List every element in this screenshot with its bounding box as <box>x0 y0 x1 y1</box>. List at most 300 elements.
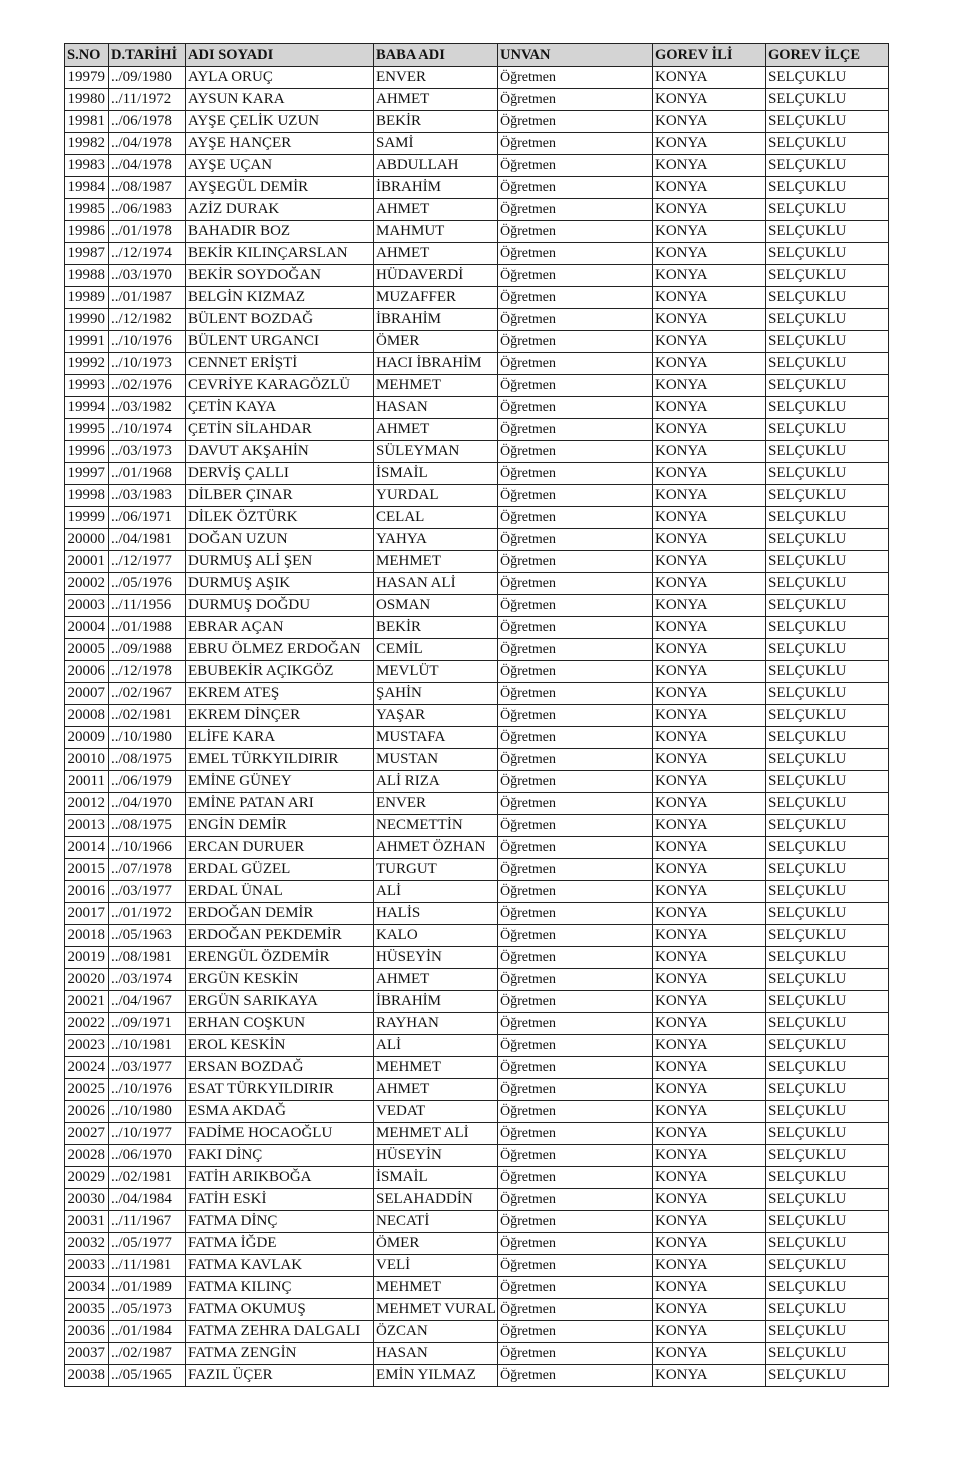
cell-father-name: İSMAİL <box>374 463 498 485</box>
cell-sno: 20022 <box>65 1013 109 1035</box>
cell-name-surname: ERHAN COŞKUN <box>186 1013 374 1035</box>
cell-father-name: VELİ <box>374 1255 498 1277</box>
cell-birth-date: ../01/1978 <box>109 221 186 243</box>
cell-father-name: ÖZCAN <box>374 1321 498 1343</box>
cell-title: Öğretmen <box>498 903 653 925</box>
table-row <box>65 463 889 485</box>
cell-birth-date: ../01/1988 <box>109 617 186 639</box>
cell-duty-district: SELÇUKLU <box>766 595 889 617</box>
cell-title: Öğretmen <box>498 1145 653 1167</box>
table-row <box>65 1013 889 1035</box>
table-row <box>65 1123 889 1145</box>
cell-duty-district: SELÇUKLU <box>766 1101 889 1123</box>
cell-father-name: ÖMER <box>374 1233 498 1255</box>
cell-sno: 20038 <box>65 1365 109 1387</box>
cell-birth-date: ../07/1978 <box>109 859 186 881</box>
cell-name-surname: EROL KESKİN <box>186 1035 374 1057</box>
table-row <box>65 375 889 397</box>
cell-birth-date: ../08/1981 <box>109 947 186 969</box>
cell-duty-province: KONYA <box>653 595 766 617</box>
cell-duty-district: SELÇUKLU <box>766 1057 889 1079</box>
table-row <box>65 793 889 815</box>
table-row <box>65 397 889 419</box>
cell-father-name: AHMET <box>374 419 498 441</box>
cell-birth-date: ../02/1981 <box>109 1167 186 1189</box>
cell-duty-province: KONYA <box>653 1145 766 1167</box>
cell-duty-province: KONYA <box>653 683 766 705</box>
cell-sno: 19999 <box>65 507 109 529</box>
cell-sno: 20000 <box>65 529 109 551</box>
cell-duty-district: SELÇUKLU <box>766 815 889 837</box>
cell-duty-district: SELÇUKLU <box>766 1277 889 1299</box>
table-row <box>65 727 889 749</box>
cell-birth-date: ../09/1971 <box>109 1013 186 1035</box>
cell-title: Öğretmen <box>498 1299 653 1321</box>
cell-sno: 19986 <box>65 221 109 243</box>
cell-father-name: NECATİ <box>374 1211 498 1233</box>
cell-father-name: ENVER <box>374 793 498 815</box>
cell-title: Öğretmen <box>498 287 653 309</box>
table-row <box>65 529 889 551</box>
cell-sno: 20029 <box>65 1167 109 1189</box>
cell-birth-date: ../05/1963 <box>109 925 186 947</box>
cell-duty-province: KONYA <box>653 1123 766 1145</box>
cell-duty-district: SELÇUKLU <box>766 661 889 683</box>
cell-father-name: İBRAHİM <box>374 177 498 199</box>
cell-title: Öğretmen <box>498 551 653 573</box>
cell-name-surname: DAVUT AKŞAHİN <box>186 441 374 463</box>
cell-title: Öğretmen <box>498 331 653 353</box>
table-row <box>65 1277 889 1299</box>
cell-duty-district: SELÇUKLU <box>766 1189 889 1211</box>
cell-title: Öğretmen <box>498 793 653 815</box>
cell-title: Öğretmen <box>498 859 653 881</box>
cell-birth-date: ../03/1982 <box>109 397 186 419</box>
table-row <box>65 1189 889 1211</box>
cell-birth-date: ../12/1974 <box>109 243 186 265</box>
cell-duty-district: SELÇUKLU <box>766 243 889 265</box>
cell-title: Öğretmen <box>498 771 653 793</box>
cell-sno: 20017 <box>65 903 109 925</box>
cell-title: Öğretmen <box>498 507 653 529</box>
cell-birth-date: ../06/1978 <box>109 111 186 133</box>
cell-duty-province: KONYA <box>653 551 766 573</box>
cell-title: Öğretmen <box>498 133 653 155</box>
table-row <box>65 133 889 155</box>
cell-name-surname: EKREM ATEŞ <box>186 683 374 705</box>
cell-title: Öğretmen <box>498 221 653 243</box>
cell-duty-province: KONYA <box>653 1101 766 1123</box>
cell-duty-province: KONYA <box>653 903 766 925</box>
cell-birth-date: ../06/1970 <box>109 1145 186 1167</box>
cell-sno: 19980 <box>65 89 109 111</box>
cell-father-name: YAHYA <box>374 529 498 551</box>
cell-father-name: OSMAN <box>374 595 498 617</box>
table-row <box>65 485 889 507</box>
table-row <box>65 309 889 331</box>
cell-duty-province: KONYA <box>653 507 766 529</box>
cell-duty-province: KONYA <box>653 1013 766 1035</box>
cell-duty-province: KONYA <box>653 1079 766 1101</box>
cell-sno: 20027 <box>65 1123 109 1145</box>
cell-name-surname: EMEL TÜRKYILDIRIR <box>186 749 374 771</box>
table-row <box>65 661 889 683</box>
cell-father-name: SELAHADDİN <box>374 1189 498 1211</box>
cell-sno: 20028 <box>65 1145 109 1167</box>
cell-name-surname: BÜLENT BOZDAĞ <box>186 309 374 331</box>
table-row <box>65 1365 889 1387</box>
table-row <box>65 1035 889 1057</box>
cell-duty-district: SELÇUKLU <box>766 969 889 991</box>
cell-sno: 19981 <box>65 111 109 133</box>
cell-father-name: ALİ <box>374 1035 498 1057</box>
cell-title: Öğretmen <box>498 463 653 485</box>
cell-birth-date: ../08/1987 <box>109 177 186 199</box>
cell-name-surname: BEKİR KILINÇARSLAN <box>186 243 374 265</box>
cell-duty-district: SELÇUKLU <box>766 463 889 485</box>
cell-sno: 19995 <box>65 419 109 441</box>
table-row <box>65 705 889 727</box>
cell-father-name: MEHMET VURAL <box>374 1299 498 1321</box>
cell-name-surname: ESMA AKDAĞ <box>186 1101 374 1123</box>
cell-duty-district: SELÇUKLU <box>766 683 889 705</box>
cell-birth-date: ../10/1981 <box>109 1035 186 1057</box>
cell-birth-date: ../03/1983 <box>109 485 186 507</box>
cell-duty-province: KONYA <box>653 1321 766 1343</box>
cell-duty-province: KONYA <box>653 1277 766 1299</box>
table-header <box>65 44 889 67</box>
cell-duty-district: SELÇUKLU <box>766 309 889 331</box>
cell-father-name: BEKİR <box>374 617 498 639</box>
table-row <box>65 287 889 309</box>
cell-title: Öğretmen <box>498 89 653 111</box>
cell-title: Öğretmen <box>498 265 653 287</box>
table-row <box>65 1101 889 1123</box>
cell-sno: 19984 <box>65 177 109 199</box>
cell-duty-district: SELÇUKLU <box>766 177 889 199</box>
cell-title: Öğretmen <box>498 1255 653 1277</box>
cell-birth-date: ../09/1988 <box>109 639 186 661</box>
cell-duty-province: KONYA <box>653 1233 766 1255</box>
cell-name-surname: BÜLENT URGANCI <box>186 331 374 353</box>
cell-father-name: MEHMET <box>374 1057 498 1079</box>
cell-sno: 20031 <box>65 1211 109 1233</box>
cell-sno: 19994 <box>65 397 109 419</box>
cell-title: Öğretmen <box>498 441 653 463</box>
cell-sno: 19983 <box>65 155 109 177</box>
cell-title: Öğretmen <box>498 1035 653 1057</box>
cell-name-surname: EBRAR AÇAN <box>186 617 374 639</box>
table-row <box>65 551 889 573</box>
cell-duty-province: KONYA <box>653 67 766 89</box>
cell-sno: 20036 <box>65 1321 109 1343</box>
cell-father-name: KALO <box>374 925 498 947</box>
cell-duty-district: SELÇUKLU <box>766 1035 889 1057</box>
cell-name-surname: CENNET ERİŞTİ <box>186 353 374 375</box>
cell-duty-province: KONYA <box>653 287 766 309</box>
cell-sno: 20026 <box>65 1101 109 1123</box>
table-row <box>65 815 889 837</box>
cell-duty-province: KONYA <box>653 991 766 1013</box>
cell-father-name: ABDULLAH <box>374 155 498 177</box>
cell-birth-date: ../06/1979 <box>109 771 186 793</box>
cell-title: Öğretmen <box>498 881 653 903</box>
cell-birth-date: ../06/1983 <box>109 199 186 221</box>
cell-title: Öğretmen <box>498 661 653 683</box>
cell-birth-date: ../01/1987 <box>109 287 186 309</box>
cell-name-surname: ERDOĞAN PEKDEMİR <box>186 925 374 947</box>
cell-name-surname: AYSUN KARA <box>186 89 374 111</box>
cell-sno: 20018 <box>65 925 109 947</box>
cell-duty-province: KONYA <box>653 419 766 441</box>
cell-title: Öğretmen <box>498 617 653 639</box>
table-row <box>65 969 889 991</box>
cell-duty-district: SELÇUKLU <box>766 1211 889 1233</box>
cell-duty-province: KONYA <box>653 309 766 331</box>
cell-duty-district: SELÇUKLU <box>766 837 889 859</box>
table-row <box>65 1321 889 1343</box>
cell-duty-district: SELÇUKLU <box>766 529 889 551</box>
cell-father-name: EMİN YILMAZ <box>374 1365 498 1387</box>
cell-title: Öğretmen <box>498 705 653 727</box>
cell-father-name: ÖMER <box>374 331 498 353</box>
cell-title: Öğretmen <box>498 1365 653 1387</box>
cell-name-surname: FATMA ZENGİN <box>186 1343 374 1365</box>
table-row <box>65 265 889 287</box>
cell-duty-district: SELÇUKLU <box>766 991 889 1013</box>
cell-name-surname: DURMUŞ ALİ ŞEN <box>186 551 374 573</box>
cell-birth-date: ../01/1968 <box>109 463 186 485</box>
cell-name-surname: FATMA DİNÇ <box>186 1211 374 1233</box>
cell-birth-date: ../05/1976 <box>109 573 186 595</box>
cell-father-name: MUSTAFA <box>374 727 498 749</box>
cell-duty-district: SELÇUKLU <box>766 859 889 881</box>
cell-sno: 20004 <box>65 617 109 639</box>
cell-name-surname: EBRU ÖLMEZ ERDOĞAN <box>186 639 374 661</box>
cell-birth-date: ../10/1974 <box>109 419 186 441</box>
table-row <box>65 1145 889 1167</box>
cell-duty-province: KONYA <box>653 155 766 177</box>
cell-duty-province: KONYA <box>653 397 766 419</box>
cell-sno: 20033 <box>65 1255 109 1277</box>
cell-name-surname: ESAT TÜRKYILDIRIR <box>186 1079 374 1101</box>
cell-title: Öğretmen <box>498 683 653 705</box>
cell-name-surname: EKREM DİNÇER <box>186 705 374 727</box>
cell-duty-province: KONYA <box>653 133 766 155</box>
header-father-name: BABA ADI <box>374 44 498 67</box>
table-row <box>65 859 889 881</box>
header-name-surname: ADI SOYADI <box>186 44 374 67</box>
cell-sno: 20007 <box>65 683 109 705</box>
cell-name-surname: BEKİR SOYDOĞAN <box>186 265 374 287</box>
cell-duty-district: SELÇUKLU <box>766 1079 889 1101</box>
cell-name-surname: BAHADIR BOZ <box>186 221 374 243</box>
cell-name-surname: AYŞE ÇELİK UZUN <box>186 111 374 133</box>
table-row <box>65 881 889 903</box>
cell-title: Öğretmen <box>498 375 653 397</box>
cell-name-surname: DURMUŞ AŞIK <box>186 573 374 595</box>
cell-birth-date: ../11/1972 <box>109 89 186 111</box>
cell-duty-province: KONYA <box>653 727 766 749</box>
cell-title: Öğretmen <box>498 529 653 551</box>
cell-birth-date: ../08/1975 <box>109 749 186 771</box>
cell-father-name: MEHMET ALİ <box>374 1123 498 1145</box>
table-row <box>65 925 889 947</box>
cell-sno: 19979 <box>65 67 109 89</box>
cell-birth-date: ../02/1981 <box>109 705 186 727</box>
cell-title: Öğretmen <box>498 485 653 507</box>
cell-duty-province: KONYA <box>653 881 766 903</box>
table-row <box>65 683 889 705</box>
cell-name-surname: FAZIL ÜÇER <box>186 1365 374 1387</box>
cell-name-surname: AYŞE UÇAN <box>186 155 374 177</box>
cell-father-name: MUZAFFER <box>374 287 498 309</box>
table-row <box>65 1211 889 1233</box>
cell-sno: 20034 <box>65 1277 109 1299</box>
cell-name-surname: ÇETİN SİLAHDAR <box>186 419 374 441</box>
cell-father-name: NECMETTİN <box>374 815 498 837</box>
cell-father-name: AHMET <box>374 969 498 991</box>
cell-father-name: SAMİ <box>374 133 498 155</box>
cell-birth-date: ../08/1975 <box>109 815 186 837</box>
cell-duty-province: KONYA <box>653 771 766 793</box>
cell-duty-district: SELÇUKLU <box>766 617 889 639</box>
cell-father-name: BEKİR <box>374 111 498 133</box>
cell-title: Öğretmen <box>498 969 653 991</box>
cell-duty-district: SELÇUKLU <box>766 353 889 375</box>
cell-birth-date: ../05/1977 <box>109 1233 186 1255</box>
cell-birth-date: ../04/1978 <box>109 133 186 155</box>
cell-duty-district: SELÇUKLU <box>766 749 889 771</box>
cell-birth-date: ../01/1984 <box>109 1321 186 1343</box>
cell-duty-province: KONYA <box>653 1255 766 1277</box>
table-row <box>65 991 889 1013</box>
cell-title: Öğretmen <box>498 397 653 419</box>
cell-name-surname: FATMA KILINÇ <box>186 1277 374 1299</box>
cell-title: Öğretmen <box>498 1277 653 1299</box>
table-row <box>65 353 889 375</box>
cell-title: Öğretmen <box>498 947 653 969</box>
cell-sno: 20025 <box>65 1079 109 1101</box>
cell-duty-district: SELÇUKLU <box>766 1167 889 1189</box>
cell-duty-province: KONYA <box>653 1299 766 1321</box>
cell-duty-district: SELÇUKLU <box>766 419 889 441</box>
cell-duty-district: SELÇUKLU <box>766 947 889 969</box>
cell-sno: 19989 <box>65 287 109 309</box>
cell-duty-province: KONYA <box>653 265 766 287</box>
cell-birth-date: ../04/1981 <box>109 529 186 551</box>
cell-father-name: SÜLEYMAN <box>374 441 498 463</box>
cell-birth-date: ../09/1980 <box>109 67 186 89</box>
table-row <box>65 617 889 639</box>
cell-father-name: CELAL <box>374 507 498 529</box>
cell-sno: 19988 <box>65 265 109 287</box>
cell-title: Öğretmen <box>498 1321 653 1343</box>
cell-sno: 20035 <box>65 1299 109 1321</box>
cell-sno: 19985 <box>65 199 109 221</box>
table-row <box>65 1343 889 1365</box>
cell-birth-date: ../10/1980 <box>109 1101 186 1123</box>
cell-title: Öğretmen <box>498 309 653 331</box>
cell-name-surname: ERSAN BOZDAĞ <box>186 1057 374 1079</box>
cell-name-surname: ÇETİN KAYA <box>186 397 374 419</box>
cell-duty-province: KONYA <box>653 1167 766 1189</box>
cell-sno: 19991 <box>65 331 109 353</box>
cell-birth-date: ../01/1972 <box>109 903 186 925</box>
cell-name-surname: ERDAL ÜNAL <box>186 881 374 903</box>
cell-duty-district: SELÇUKLU <box>766 771 889 793</box>
cell-father-name: VEDAT <box>374 1101 498 1123</box>
cell-father-name: MEHMET <box>374 551 498 573</box>
cell-name-surname: FATİH ESKİ <box>186 1189 374 1211</box>
cell-sno: 19998 <box>65 485 109 507</box>
cell-sno: 20001 <box>65 551 109 573</box>
cell-name-surname: ERGÜN KESKİN <box>186 969 374 991</box>
cell-duty-district: SELÇUKLU <box>766 265 889 287</box>
cell-duty-province: KONYA <box>653 463 766 485</box>
cell-duty-province: KONYA <box>653 617 766 639</box>
cell-father-name: YURDAL <box>374 485 498 507</box>
cell-sno: 19996 <box>65 441 109 463</box>
cell-title: Öğretmen <box>498 837 653 859</box>
cell-father-name: ŞAHİN <box>374 683 498 705</box>
cell-name-surname: ERDAL GÜZEL <box>186 859 374 881</box>
cell-duty-province: KONYA <box>653 1365 766 1387</box>
cell-father-name: CEMİL <box>374 639 498 661</box>
cell-sno: 19993 <box>65 375 109 397</box>
table-row <box>65 903 889 925</box>
cell-title: Öğretmen <box>498 815 653 837</box>
header-birth-date: D.TARİHİ <box>109 44 186 67</box>
cell-sno: 20013 <box>65 815 109 837</box>
cell-father-name: HASAN <box>374 397 498 419</box>
cell-sno: 19997 <box>65 463 109 485</box>
cell-birth-date: ../12/1977 <box>109 551 186 573</box>
cell-birth-date: ../03/1970 <box>109 265 186 287</box>
cell-name-surname: DİLEK ÖZTÜRK <box>186 507 374 529</box>
table-row <box>65 507 889 529</box>
cell-father-name: HACI İBRAHİM <box>374 353 498 375</box>
cell-duty-province: KONYA <box>653 859 766 881</box>
cell-name-surname: ERDOĞAN DEMİR <box>186 903 374 925</box>
cell-birth-date: ../02/1987 <box>109 1343 186 1365</box>
cell-name-surname: AYLA ORUÇ <box>186 67 374 89</box>
personnel-table <box>64 43 889 1387</box>
table-row <box>65 419 889 441</box>
cell-name-surname: CEVRİYE KARAGÖZLÜ <box>186 375 374 397</box>
cell-name-surname: FATMA İĞDE <box>186 1233 374 1255</box>
cell-duty-province: KONYA <box>653 331 766 353</box>
cell-title: Öğretmen <box>498 1189 653 1211</box>
cell-title: Öğretmen <box>498 1013 653 1035</box>
cell-name-surname: ENGİN DEMİR <box>186 815 374 837</box>
cell-duty-district: SELÇUKLU <box>766 1365 889 1387</box>
header-duty-district: GOREV İLÇE <box>766 44 889 67</box>
cell-duty-province: KONYA <box>653 1189 766 1211</box>
cell-duty-district: SELÇUKLU <box>766 1343 889 1365</box>
cell-sno: 20037 <box>65 1343 109 1365</box>
cell-duty-province: KONYA <box>653 199 766 221</box>
table-row <box>65 89 889 111</box>
cell-sno: 20015 <box>65 859 109 881</box>
cell-name-surname: EMİNE GÜNEY <box>186 771 374 793</box>
table-row <box>65 177 889 199</box>
cell-father-name: ALİ RIZA <box>374 771 498 793</box>
cell-name-surname: FATİH ARIKBOĞA <box>186 1167 374 1189</box>
cell-title: Öğretmen <box>498 595 653 617</box>
cell-duty-province: KONYA <box>653 441 766 463</box>
cell-title: Öğretmen <box>498 353 653 375</box>
